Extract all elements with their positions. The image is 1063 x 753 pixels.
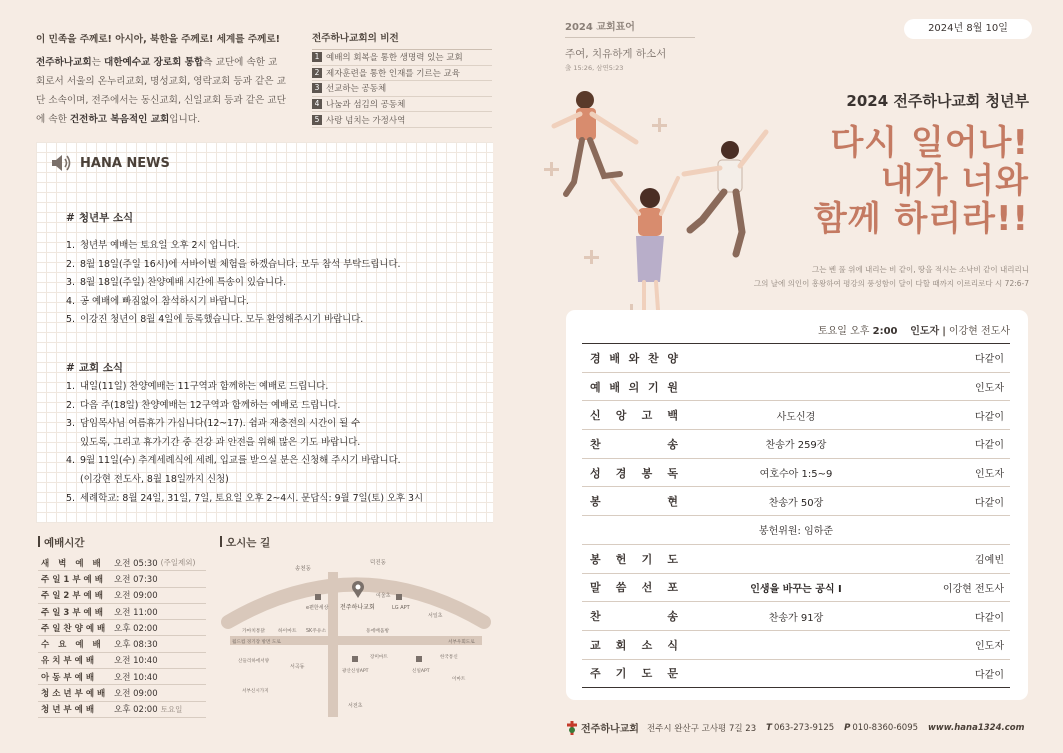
map-label-emart: 이마트 (452, 677, 466, 682)
vision-number: 3 (312, 83, 322, 93)
worship-time-row (38, 702, 206, 718)
order-item-content: 봉헌위원: 임하준 (758, 526, 834, 538)
news-item-number: 1. (66, 381, 75, 392)
order-item-name: 봉 현 (590, 495, 678, 509)
news-item (66, 397, 423, 416)
worship-name: 아동부예배 (41, 672, 98, 683)
map-label-ecomfort: e편한세상 (306, 605, 329, 611)
map-label-lg-apt: LG APT (392, 605, 410, 611)
news-item-text: 내일(11일) 찬양예배는 11구역과 함께하는 예배로 드립니다. (80, 381, 329, 392)
map-label-seobu-road: 서부우회도로 (448, 640, 475, 645)
order-row (582, 516, 1010, 545)
news-item (66, 434, 423, 453)
order-item-person: 인도자 (975, 469, 1004, 481)
news-item-number: 4. (66, 295, 75, 307)
news-item (66, 471, 423, 490)
worship-time: 오후 02:00 (114, 705, 158, 716)
vision-title: 전주하나교회의 비전 (312, 30, 492, 50)
vision-number: 4 (312, 99, 322, 109)
news-item-number: 5. (66, 492, 75, 504)
map-label-worldcup-road: 월드컵 경기장 방면 도로 (232, 640, 281, 645)
news-item-text: 8월 18일(주일 16시)에 서바이벌 체험을 하겠습니다. 모두 참석 부탁드립니다. (80, 258, 401, 270)
order-row (582, 660, 1010, 689)
news-title: HANA NEWS (80, 155, 170, 171)
worship-time: 오전 09:00 (114, 591, 158, 602)
map-label-sandeul: 산들리하에서양 (238, 659, 270, 664)
verse-divider (565, 37, 695, 38)
worship-time-row (38, 669, 206, 685)
worship-time: 오전 10:40 (114, 672, 158, 683)
map-label-seobu-new: 서부신시가지 (242, 689, 269, 694)
sub-verse (754, 263, 1029, 291)
vision-number: 1 (312, 52, 322, 62)
youth-news-title: # 청년부 소식 (66, 212, 134, 224)
order-item-content: 찬송가 91장 (768, 612, 824, 624)
intro-body: 전주하나교회는 대한예수교 장로회 통합측 교단에 속한 교회로서 서울의 온누리교회, 명성교회, 영락교회 등과 같은 교단 소속이며, 전주에서는 동신교회, 신일교회 등과 같은 교단에 속한 건전하고 복음적인 교회입니다. (36, 57, 286, 125)
news-item-number (66, 434, 80, 453)
order-row (582, 602, 1010, 631)
order-item-person: 김예빈 (975, 555, 1004, 567)
worship-time: 오전 09:00 (114, 689, 158, 700)
news-item-number: 2. (66, 258, 75, 270)
worship-time: 오전 11:00 (114, 607, 158, 618)
worship-times-table (38, 555, 206, 718)
vision-item (312, 97, 492, 113)
order-header: 토요일 오후 2:00 인도자 | 이강현 전도사 (817, 326, 1010, 337)
vision-number: 5 (312, 115, 322, 125)
news-item (66, 452, 423, 471)
order-rows (582, 343, 1010, 688)
footer-tel-label: T (766, 722, 772, 733)
order-item-person: 다같이 (975, 612, 1004, 624)
vision-box (312, 30, 492, 128)
church-pin-icon (352, 581, 364, 598)
footer-website[interactable]: www.hana1324.com (928, 722, 1025, 733)
worship-time-row (38, 685, 206, 701)
worship-order-card (566, 310, 1028, 700)
worship-time-row (38, 571, 206, 587)
directions-map (220, 552, 492, 722)
verse-reference: 출 15:26, 삼연5:23 (565, 64, 624, 72)
news-item (66, 311, 401, 330)
order-item-name: 찬 송 (590, 437, 678, 451)
worship-time: 오후 02:00 (114, 623, 158, 634)
worship-time-row (38, 620, 206, 636)
order-item-person: 다같이 (975, 669, 1004, 681)
worship-name: 수 요 예 배 (41, 640, 104, 651)
vision-item (312, 81, 492, 97)
order-row (582, 574, 1010, 603)
news-item-text: 청년부 예배는 토요일 오후 2시 입니다. (80, 240, 240, 251)
vision-number: 2 (312, 68, 322, 78)
date-badge: 2024년 8월 10일 (904, 19, 1032, 39)
worship-time-row (38, 653, 206, 669)
news-item-text: (이강현 전도사, 8월 18일까지 신청) (80, 473, 229, 485)
news-item-text: 이강진 청년이 8월 4일에 등록했습니다. 모두 환영해주시기 바랍니다. (80, 314, 364, 326)
footer-phone: 010-8360-6095 (852, 722, 919, 733)
order-item-name: 예 배 의 기 원 (590, 380, 678, 394)
intro-headline: 이 민족을 주께로! 아시아, 북한을 주께로! 세계를 주께로! (36, 34, 281, 45)
news-item (66, 237, 401, 256)
worship-time-row (38, 636, 206, 652)
footer-address: 전주시 완산구 고사평 7길 23 (646, 723, 757, 734)
worship-times-title: 예배시간 (38, 535, 85, 550)
vision-item (312, 66, 492, 82)
news-item (66, 256, 401, 275)
speaker-icon (50, 154, 72, 172)
main-title-line-2: 내가 너와 (880, 161, 1029, 201)
map-label-dongae: 동에배움방 (366, 629, 390, 634)
main-title-line-1: 다시 일어나! (830, 123, 1029, 163)
church-logo-icon (566, 721, 578, 735)
order-item-name: 말 씀 선 포 (590, 581, 678, 595)
youth-news-list (66, 237, 401, 330)
church-intro (36, 30, 286, 129)
news-item (66, 378, 423, 397)
map-label-himart: 하이마트 (278, 629, 297, 634)
order-item-content: 찬송가 259장 (765, 440, 827, 452)
order-row (582, 401, 1010, 430)
news-item-text: 있도록, 그리고 휴가기간 중 건강 과 안전을 위해 많은 기도 바랍니다. (80, 436, 361, 448)
directions-title: 오시는 길 (220, 535, 270, 550)
news-item (66, 274, 401, 293)
news-item-text: 9월 11일(수) 추계세례식에 세례, 입교를 받으실 분은 신청해 주시기 바랍니다. (80, 455, 401, 467)
footer (566, 720, 1024, 735)
worship-name: 유치부예배 (41, 656, 98, 667)
map-label-seogok: 서곡동 (290, 664, 305, 670)
vision-text: 예배의 회복을 통한 생명력 있는 교회 (326, 53, 463, 64)
news-item-number: 1. (66, 240, 75, 251)
map-label-seoilcho: 서일초 (428, 613, 443, 619)
order-item-content: 여호수아 1:5~9 (759, 469, 833, 481)
news-item (66, 415, 423, 434)
map-label-deokjin: 덕진동 (370, 560, 386, 566)
order-row (582, 545, 1010, 574)
worship-time: 오전 10:40 (114, 656, 158, 667)
news-item-text: 담임목사님 여름휴가 가십니다(12~17). 쉼과 재충전의 시간이 될 수 (80, 418, 361, 430)
news-item-text: 세례학교: 8월 24일, 31일, 7일, 토요일 오후 2~4시. 문답식: 9월 7일(토) 오후 3시 (80, 492, 424, 504)
order-item-name: 교 회 소 식 (590, 638, 678, 652)
order-item-name: 찬 송 (590, 610, 678, 624)
map-label-sinil-apt: 신일APT (412, 669, 430, 674)
map-label-gwangsan: 광산신성APT (342, 669, 369, 674)
worship-name: 주일2부예배 (41, 591, 106, 602)
heading-year: 2024 전주하나교회 청년부 (846, 92, 1029, 110)
main-title (814, 124, 1029, 238)
news-item (66, 490, 423, 509)
order-item-name: 주 기 도 문 (590, 667, 678, 681)
sub-verse-line-1: 그는 벤 풀 위에 내리는 비 같이, 땅을 적시는 소낙비 같이 내리리니 (812, 265, 1029, 274)
sub-verse-line-2: 그의 날에 의인이 흥왕하여 평강의 풍성함이 달이 다할 때까지 이르리로다 시 72:6-7 (753, 279, 1029, 288)
news-item-number: 3. (66, 418, 75, 430)
vision-text: 사랑 넘치는 가정사역 (326, 115, 406, 126)
map-label-yeoulcho: 여울초 (376, 593, 391, 599)
order-item-person: 다같이 (975, 440, 1004, 452)
order-row (582, 631, 1010, 660)
jumping-people-illustration (540, 82, 780, 322)
news-item-number: 2. (66, 399, 75, 411)
order-row (582, 373, 1010, 402)
order-item-name: 신 앙 고 백 (590, 409, 678, 423)
vision-text: 나눔과 섬김의 공동체 (326, 100, 406, 111)
map-label-songcheon: 송천동 (295, 566, 311, 572)
worship-time: 오전 05:30 (114, 558, 158, 569)
order-row (582, 459, 1010, 488)
footer-church: 전주하나교회 (581, 724, 639, 735)
order-item-person: 다같이 (975, 497, 1004, 509)
worship-time-row (38, 555, 206, 571)
news-header (50, 154, 170, 172)
map-label-gamachi: 가마치통닭 (242, 629, 266, 634)
vision-text: 제자훈련을 통한 인재를 기르는 교육 (326, 68, 460, 79)
worship-name: 청년부예배 (41, 705, 98, 716)
worship-name: 주일찬양예배 (41, 623, 109, 634)
news-item-number: 5. (66, 314, 75, 326)
map-label-church: 전주하나교회 (340, 604, 375, 611)
news-item-number (66, 471, 80, 490)
order-item-name: 봉 헌 기 도 (590, 552, 678, 566)
worship-note: (주일제외) (160, 558, 196, 568)
order-item-content: 사도신경 (776, 411, 816, 423)
order-item-person: 이강현 전도사 (942, 583, 1004, 595)
church-news-title: # 교회 소식 (66, 362, 124, 374)
vision-item (312, 112, 492, 128)
worship-note: 토요일 (160, 704, 183, 714)
footer-phone-label: P (844, 722, 851, 733)
news-item-text: 다음 주(18일) 찬양예배는 12구역과 함께하는 예배로 드립니다. (80, 399, 341, 411)
order-item-person: 다같이 (975, 354, 1004, 366)
order-item-name: 경 배 와 찬 양 (590, 351, 678, 365)
hana-news-board (36, 142, 493, 523)
worship-time-row (38, 604, 206, 620)
worship-time-row (38, 588, 206, 604)
order-item-name: 성 경 봉 독 (590, 466, 678, 480)
map-label-seojeon: 서전초 (348, 703, 363, 709)
news-item (66, 293, 401, 312)
map-label-jangmi: 장미마트 (370, 655, 388, 660)
order-row (582, 344, 1010, 373)
verse-tag: 2024 교회표어 (565, 22, 635, 33)
vision-item (312, 50, 492, 66)
order-item-person: 다같이 (975, 411, 1004, 423)
order-item-person: 인도자 (975, 383, 1004, 395)
order-item-content: 찬송가 50장 (768, 497, 824, 509)
worship-name: 새 벽 예 배 (41, 558, 104, 569)
worship-name: 청소년부예배 (41, 689, 109, 700)
worship-time: 오전 07:30 (114, 574, 158, 585)
news-item-text: 8월 18일(주일) 찬양예배 시간에 특송이 있습니다. (80, 277, 287, 289)
worship-name: 주일3부예배 (41, 607, 106, 618)
order-item-content: 인생을 바꾸는 공식 Ⅰ (750, 583, 842, 595)
news-item-text: 공 예배에 빠짐없이 참석하시기 바랍니다. (80, 295, 249, 307)
news-item-number: 4. (66, 455, 75, 467)
vision-text: 선교하는 공동체 (326, 84, 387, 95)
map-label-sk: SK주유소 (306, 629, 327, 634)
church-news-list (66, 378, 423, 508)
main-title-line-3: 함께 하리라!! (813, 199, 1029, 239)
order-row (582, 487, 1010, 516)
worship-time: 오후 08:30 (114, 640, 158, 651)
order-row (582, 430, 1010, 459)
news-item-number: 3. (66, 277, 75, 289)
worship-name: 주일1부예배 (41, 574, 106, 585)
footer-tel: 063-273-9125 (773, 722, 835, 733)
map-label-kt: 한국통신 (440, 655, 458, 660)
order-item-person: 인도자 (975, 641, 1004, 653)
verse-text: 주여, 치유하게 하소서 (565, 48, 667, 60)
